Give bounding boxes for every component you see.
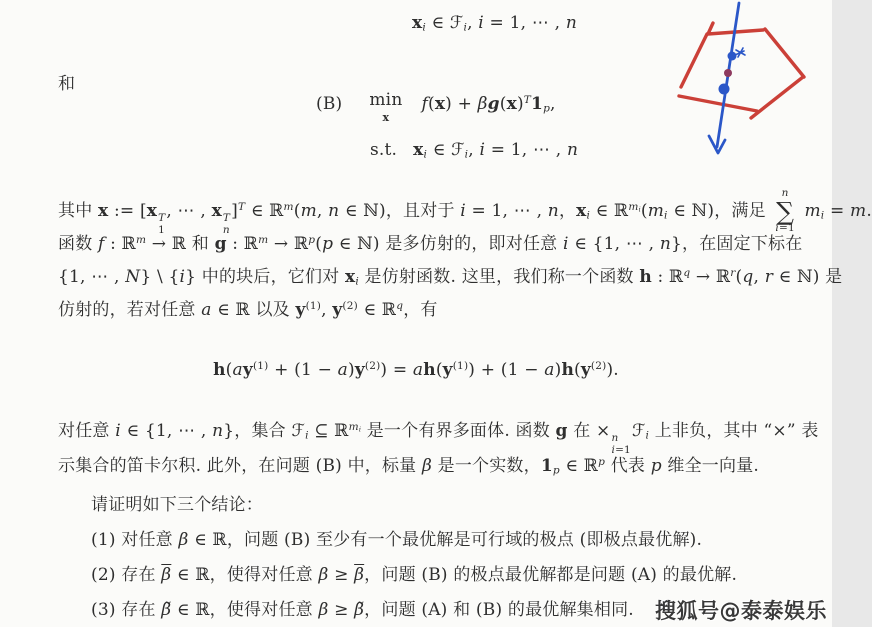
- problem-b-st-row: [370, 137, 578, 163]
- equation-constraint-top: $x_i$ ∈ ℱ$_i$, i = 1, ⋯ , n: [412, 13, 577, 34]
- polytope-edge-right: [765, 29, 804, 77]
- paragraph-2-line-1: 函数 f : ℝ$^m$ → ℝ 和 g : ℝ$^m$ → ℝ$^p$(p ∈ ℕ) 是多仿射的，即对任意 i ∈ {1, ⋯ , n}，在固定下标在: [58, 234, 803, 254]
- equation-affine-definition: $h(ay^{(1)} + (1 - a)y^{(2)}) = ah(y^{(1)}) + (1 - a)h(y^{(2)})$.: [213, 360, 619, 380]
- paragraph-3-line-1: 对任意 i ∈ {1, ⋯ , n}，集合 ℱ$_i$ ⊆ ℝ$^{m_i}$ 是一个有界多面体. 函数 g 在 × n i=1 ℱ$_i$ 上非负，其中 “×” 表: [58, 421, 819, 457]
- paragraph-2-line-2: {1, ⋯ , N} \ {i} 中的块后，它们对 $x_i$ 是仿射函数. 这里，我们称一个函数 h : ℝ$^q$ → ℝ$^r$(q, r ∈ ℕ) 是: [58, 267, 843, 288]
- point-maroon-middle: [724, 69, 732, 77]
- connector-word-and: 和: [58, 74, 76, 94]
- conclusion-item-3: (3) 存在 β̃ ∈ ℝ，使得对任意 β ≥ β̃，问题 (A) 和 (B) 的最优解集相同.: [91, 600, 634, 620]
- polytope-sketch: [640, 0, 832, 170]
- conclusion-item-2: (2) 存在 $\overline{\beta}$ ∈ ℝ，使得对任意 $\beta \ge \overline{\beta}$，问题 (B) 的极点最优解都是问题 (A) 的最优解.: [91, 565, 738, 585]
- prove-intro: 请证明如下三个结论：: [91, 495, 263, 515]
- min-subscript: x: [382, 110, 390, 124]
- paragraph-1-line-1: 其中 x := [x T 1 , ⋯ , x T n ]$^T$ ∈ ℝ$^m$(m, n ∈ ℕ)，且对于 i = 1, ⋯ , n，$x_i$ ∈ $ℝ^{m_i}(m_i$ ∈ ℕ)，满足 n ∑ i=1 $m_i = m$.: [58, 187, 872, 237]
- min-word: min: [369, 90, 403, 110]
- polytope-edge-lower-right: [751, 77, 803, 118]
- subject-to-label: s.t.: [370, 140, 398, 160]
- problem-b-objective: $f(x) + \beta g(x)^T1_p$,: [421, 94, 556, 115]
- polytope-edge-left: [681, 34, 707, 87]
- problem-b-constraint: $x_i$ ∈ ℱ$_i$, i = 1, ⋯ , n: [413, 140, 579, 161]
- problem-b-row: [316, 91, 556, 124]
- paragraph-3-line-2: 示集合的笛卡尔积. 此外，在问题 (B) 中，标量 β 是一个实数，$1_p$ ∈ ℝ$^p$ 代表 p 维全一向量.: [58, 456, 760, 477]
- polytope-edge-bottom: [679, 96, 757, 111]
- min-operator: [369, 91, 402, 124]
- conclusion-item-1: (1) 对任意 β ∈ ℝ，问题 (B) 至少有一个最优解是可行域的极点 (即极点最优解).: [91, 530, 703, 550]
- watermark-sohu: 搜狐号@泰泰娱乐: [655, 599, 827, 623]
- point-blue-lower: [719, 84, 730, 95]
- paragraph-2-line-3: 仿射的，若对任意 a ∈ ℝ 以及 $y^{(1)}$, $y^{(2)}$ ∈ ℝ$^q$，有: [58, 300, 438, 320]
- point-blue-upper: [728, 52, 737, 61]
- problem-b-label: (B): [316, 94, 343, 114]
- star-mark-icon: [735, 48, 745, 57]
